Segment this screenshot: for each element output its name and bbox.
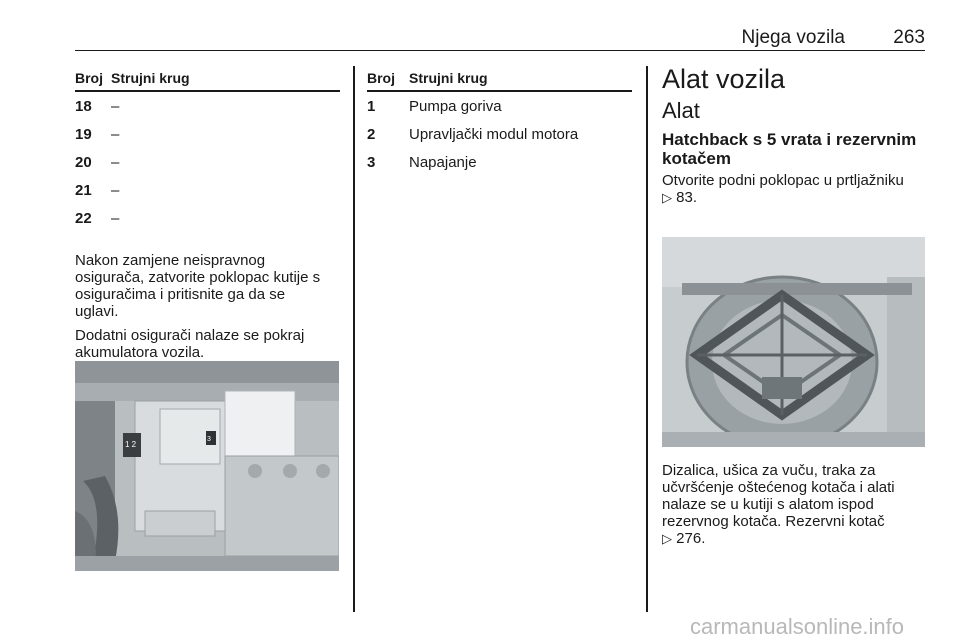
section-title: Njega vozila — [741, 27, 845, 48]
page-header — [75, 20, 925, 51]
page-reference[interactable]: 83. — [676, 189, 698, 206]
paragraph: Dodatni osigurači nalaze se pokraj akumulatora vozila. — [75, 327, 305, 361]
middle-column — [367, 66, 632, 176]
fuse-number: 21 — [75, 181, 92, 199]
left-column — [75, 66, 340, 368]
paragraph — [662, 462, 926, 547]
col-header-number: Broj — [367, 66, 409, 91]
fuse-circuit: – — [111, 181, 120, 199]
page-number: 263 — [893, 27, 925, 48]
col-header-circuit: Strujni krug — [409, 66, 632, 91]
table-row — [75, 120, 340, 148]
table-row — [75, 176, 340, 204]
heading-vehicle-tools: Alat vozila — [662, 64, 786, 94]
right-column-lower — [662, 462, 926, 554]
table-row — [367, 148, 632, 176]
fuse-number: 2 — [367, 125, 376, 143]
page-reference-icon: ▷ — [662, 531, 672, 546]
table-row — [367, 120, 632, 148]
page-reference[interactable]: 276. — [676, 530, 706, 547]
heading-hatchback: Hatchback s 5 vrata i rezervnim kotačem — [662, 130, 917, 168]
column-divider — [646, 66, 648, 612]
toolkit-photo — [662, 237, 925, 447]
fuse-circuit: – — [111, 153, 120, 171]
fuse-number: 3 — [367, 153, 376, 171]
svg-text:1 2: 1 2 — [125, 440, 137, 449]
fuse-number: 19 — [75, 125, 92, 143]
paragraph-text: Dizalica, ušica za vuču, traka za učvršćenje oštećenog kotača i alati nalaze se u kutiji s alatom ispod rezervnog kotača. Rezervni kotač — [662, 462, 895, 530]
fuse-circuit: – — [111, 97, 120, 115]
heading-tools: Alat — [662, 98, 700, 123]
watermark: carmanualsonline.info — [690, 614, 905, 639]
table-row — [75, 204, 340, 232]
fuse-circuit: Upravljački modul motora — [409, 125, 579, 143]
fuse-circuit: – — [111, 125, 120, 143]
page-reference-icon: ▷ — [662, 190, 672, 205]
fuse-table-left — [75, 66, 340, 232]
fuse-number: 20 — [75, 153, 92, 171]
fuse-circuit: Pumpa goriva — [409, 97, 502, 115]
fuse-number: 1 — [367, 97, 376, 115]
fuse-number: 18 — [75, 97, 92, 115]
fuse-circuit: – — [111, 209, 120, 227]
col-header-number: Broj — [75, 66, 111, 91]
paragraph-text: Otvorite podni poklopac u prtljažniku — [662, 172, 904, 189]
right-column — [662, 64, 926, 213]
column-divider — [353, 66, 355, 612]
fuse-table-middle — [367, 66, 632, 176]
paragraph — [662, 172, 926, 206]
table-row — [75, 148, 340, 176]
paragraph: Nakon zamjene neispravnog osigurača, zatvorite poklopac kutije s osiguračima i pritisnite ga da se uglavi. — [75, 252, 321, 320]
svg-text:3: 3 — [207, 436, 211, 443]
table-row — [367, 91, 632, 120]
fuse-circuit: Napajanje — [409, 153, 477, 171]
battery-fuse-photo — [75, 361, 339, 571]
fuse-number: 22 — [75, 209, 92, 227]
col-header-circuit: Strujni krug — [111, 66, 340, 91]
table-row — [75, 91, 340, 120]
